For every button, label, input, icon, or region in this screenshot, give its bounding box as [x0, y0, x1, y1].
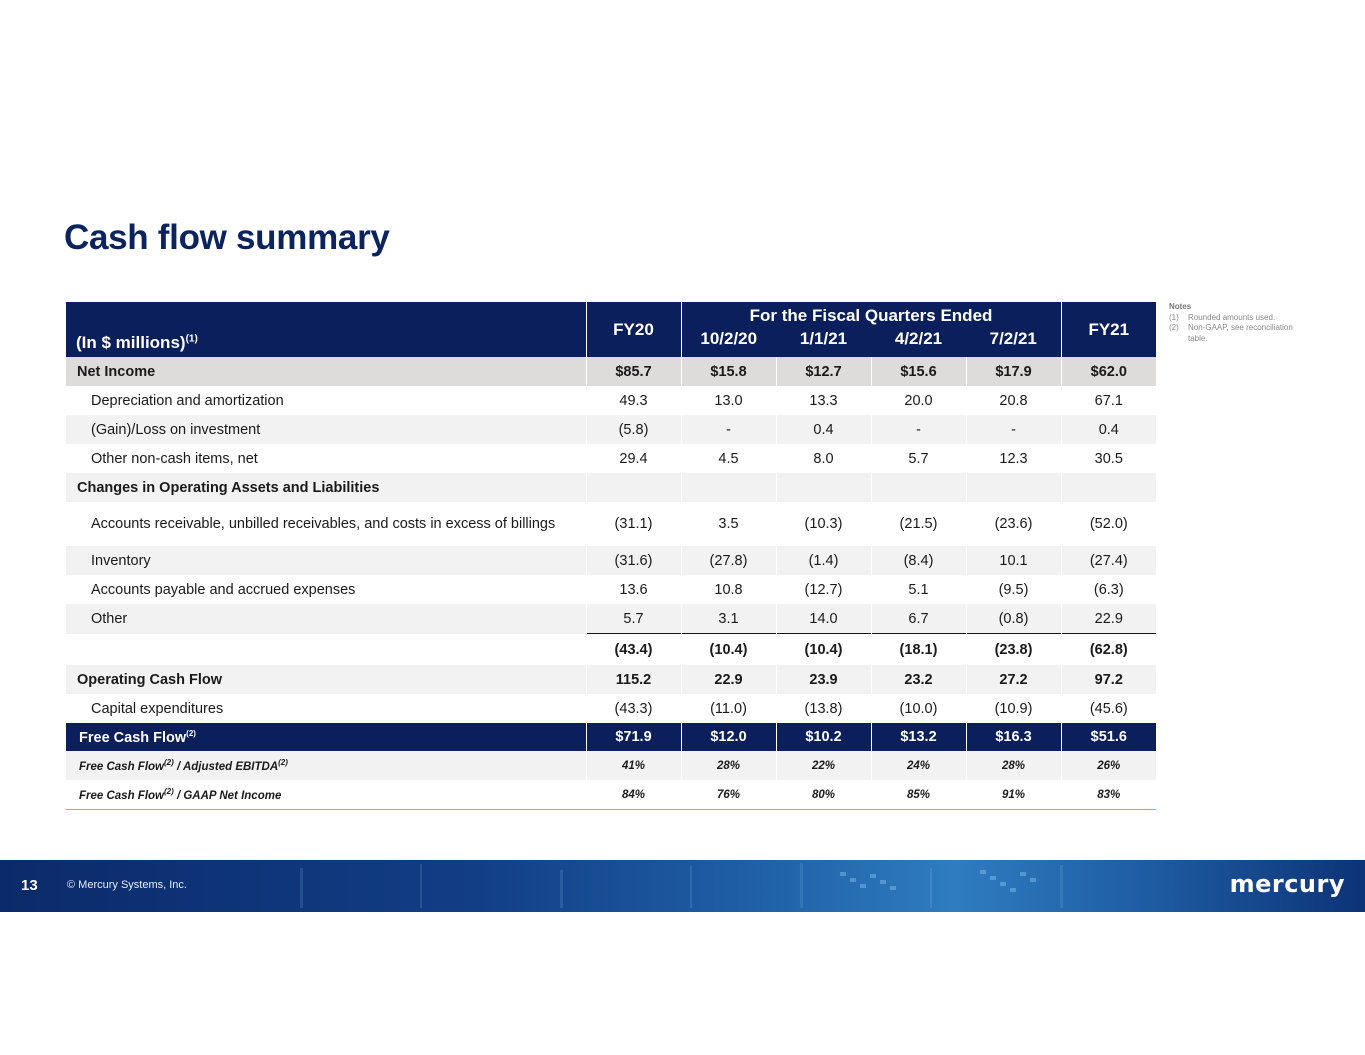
row-label: Changes in Operating Assets and Liabilities: [66, 473, 586, 502]
accounts-payable-row: [66, 575, 1156, 604]
cell-value: 20.8: [966, 386, 1061, 415]
cell-value: 83%: [1061, 780, 1156, 810]
cell-value: (10.4): [681, 634, 776, 666]
depreciation-row: [66, 386, 1156, 415]
cell-value: $51.6: [1061, 723, 1156, 751]
cell-value: 23.9: [776, 665, 871, 694]
cell-value: (10.9): [966, 694, 1061, 723]
cell-value: (31.6): [586, 546, 681, 575]
cell-value: 115.2: [586, 665, 681, 694]
accounts-receivable-row: [66, 502, 1156, 546]
cell-value: 3.1: [681, 604, 776, 634]
cell-value: $71.9: [586, 723, 681, 751]
notes: [1169, 302, 1309, 344]
cell-value: (45.6): [1061, 694, 1156, 723]
row-label: Capital expenditures: [66, 694, 586, 723]
cell-value: 8.0: [776, 444, 871, 473]
note-item: [1169, 323, 1309, 344]
cell-value: (0.8): [966, 604, 1061, 634]
cell-value: (5.8): [586, 415, 681, 444]
cell-value: [586, 473, 681, 502]
row-label: (Gain)/Loss on investment: [66, 415, 586, 444]
note-item: [1169, 313, 1309, 324]
row-label: Free Cash Flow$^{(2)}$ / GAAP Net Income: [66, 780, 586, 810]
cell-value: 22%: [776, 751, 871, 780]
cell-value: $13.2: [871, 723, 966, 751]
cell-value: $62.0: [1061, 357, 1156, 386]
cell-value: [871, 473, 966, 502]
cell-value: (43.4): [586, 634, 681, 666]
cell-value: -: [871, 415, 966, 444]
cell-value: 22.9: [681, 665, 776, 694]
free-cash-flow-row: [66, 723, 1156, 751]
table-header-row: [66, 302, 1156, 329]
cell-value: 12.3: [966, 444, 1061, 473]
cell-value: 91%: [966, 780, 1061, 810]
cell-value: $85.7: [586, 357, 681, 386]
fcf-net-income-ratio-row: [66, 780, 1156, 810]
gain-loss-row: [66, 415, 1156, 444]
cell-value: (10.3): [776, 502, 871, 546]
cell-value: 20.0: [871, 386, 966, 415]
cell-value: $12.7: [776, 357, 871, 386]
quarter-header: 7/2/21: [966, 329, 1061, 357]
note-text: Non-GAAP, see reconciliation table.: [1188, 323, 1293, 343]
cell-value: 23.2: [871, 665, 966, 694]
cell-value: $16.3: [966, 723, 1061, 751]
cell-value: 14.0: [776, 604, 871, 634]
cell-value: 10.1: [966, 546, 1061, 575]
footer-bar: [0, 860, 1365, 912]
cell-value: (23.8): [966, 634, 1061, 666]
cell-value: 76%: [681, 780, 776, 810]
quarter-header: 10/2/20: [681, 329, 776, 357]
fy20-header: FY20: [586, 302, 681, 357]
row-label: Other: [66, 604, 586, 634]
cell-value: -: [966, 415, 1061, 444]
cell-value: 10.8: [681, 575, 776, 604]
cell-value: 29.4: [586, 444, 681, 473]
cell-value: 28%: [966, 751, 1061, 780]
quarter-header: 4/2/21: [871, 329, 966, 357]
cell-value: 84%: [586, 780, 681, 810]
cell-value: 13.6: [586, 575, 681, 604]
row-label: Net Income: [66, 357, 586, 386]
changes-heading-row: [66, 473, 1156, 502]
fy21-header: FY21: [1061, 302, 1156, 357]
cell-value: (12.7): [776, 575, 871, 604]
mercury-logo: mercury: [1229, 870, 1345, 898]
fcf-ebitda-ratio-row: [66, 751, 1156, 780]
other-row: [66, 604, 1156, 634]
row-label: Other non-cash items, net: [66, 444, 586, 473]
row-label: Accounts receivable, unbilled receivables, and costs in excess of billings: [66, 502, 586, 546]
cell-value: [1061, 473, 1156, 502]
cell-value: 67.1: [1061, 386, 1156, 415]
cell-value: 41%: [586, 751, 681, 780]
cell-value: 28%: [681, 751, 776, 780]
cell-value: $12.0: [681, 723, 776, 751]
row-label: Accounts payable and accrued expenses: [66, 575, 586, 604]
cell-value: 49.3: [586, 386, 681, 415]
quarter-header: 1/1/21: [776, 329, 871, 357]
quarters-span-header: For the Fiscal Quarters Ended: [681, 302, 1061, 329]
footer-texture: [0, 860, 1365, 912]
operating-cash-flow-row: [66, 665, 1156, 694]
note-text: Rounded amounts used.: [1188, 312, 1276, 322]
cell-value: (10.0): [871, 694, 966, 723]
cell-value: (43.3): [586, 694, 681, 723]
cell-value: (52.0): [1061, 502, 1156, 546]
cell-value: 30.5: [1061, 444, 1156, 473]
row-label: [66, 634, 586, 666]
cell-value: $10.2: [776, 723, 871, 751]
copyright: © Mercury Systems, Inc.: [67, 879, 187, 891]
cell-value: (21.5): [871, 502, 966, 546]
other-non-cash-row: [66, 444, 1156, 473]
cell-value: $15.6: [871, 357, 966, 386]
cell-value: (1.4): [776, 546, 871, 575]
page-number: 13: [21, 877, 38, 894]
cell-value: -: [681, 415, 776, 444]
net-income-row: [66, 357, 1156, 386]
cell-value: (27.8): [681, 546, 776, 575]
cell-value: (27.4): [1061, 546, 1156, 575]
page-title: Cash flow summary: [64, 218, 390, 257]
capex-row: [66, 694, 1156, 723]
row-label: Operating Cash Flow: [66, 665, 586, 694]
cell-value: 13.3: [776, 386, 871, 415]
cell-value: 4.5: [681, 444, 776, 473]
cell-value: 13.0: [681, 386, 776, 415]
inventory-row: [66, 546, 1156, 575]
cell-value: 97.2: [1061, 665, 1156, 694]
cell-value: (62.8): [1061, 634, 1156, 666]
cell-value: [776, 473, 871, 502]
cell-value: 5.1: [871, 575, 966, 604]
cell-value: $17.9: [966, 357, 1061, 386]
cell-value: (8.4): [871, 546, 966, 575]
cell-value: 6.7: [871, 604, 966, 634]
cell-value: (23.6): [966, 502, 1061, 546]
cell-value: 85%: [871, 780, 966, 810]
row-label: Inventory: [66, 546, 586, 575]
cell-value: 3.5: [681, 502, 776, 546]
cell-value: 0.4: [776, 415, 871, 444]
cell-value: 5.7: [871, 444, 966, 473]
cell-value: [681, 473, 776, 502]
cell-value: (18.1): [871, 634, 966, 666]
note-number: (1): [1169, 312, 1179, 322]
cell-value: 80%: [776, 780, 871, 810]
cell-value: 0.4: [1061, 415, 1156, 444]
cell-value: (11.0): [681, 694, 776, 723]
row-label: Depreciation and amortization: [66, 386, 586, 415]
row-label: Free Cash Flow$^{(2)}$ / Adjusted EBITDA$^{(2)}$: [66, 751, 586, 780]
cell-value: 26%: [1061, 751, 1156, 780]
row-label: Free Cash Flow$^{(2)}$: [66, 723, 586, 751]
cash-flow-table: [66, 302, 1156, 810]
cell-value: 22.9: [1061, 604, 1156, 634]
cell-value: [966, 473, 1061, 502]
cell-value: 24%: [871, 751, 966, 780]
cell-value: 5.7: [586, 604, 681, 634]
cell-value: 27.2: [966, 665, 1061, 694]
notes-heading: Notes: [1169, 302, 1192, 311]
cell-value: (6.3): [1061, 575, 1156, 604]
cell-value: (31.1): [586, 502, 681, 546]
note-number: (2): [1169, 323, 1179, 332]
subtotal-row: [66, 634, 1156, 666]
label-column-header: (In $ millions)$^{(1)}$: [66, 302, 586, 357]
cell-value: (10.4): [776, 634, 871, 666]
cell-value: $15.8: [681, 357, 776, 386]
cell-value: (13.8): [776, 694, 871, 723]
cell-value: (9.5): [966, 575, 1061, 604]
